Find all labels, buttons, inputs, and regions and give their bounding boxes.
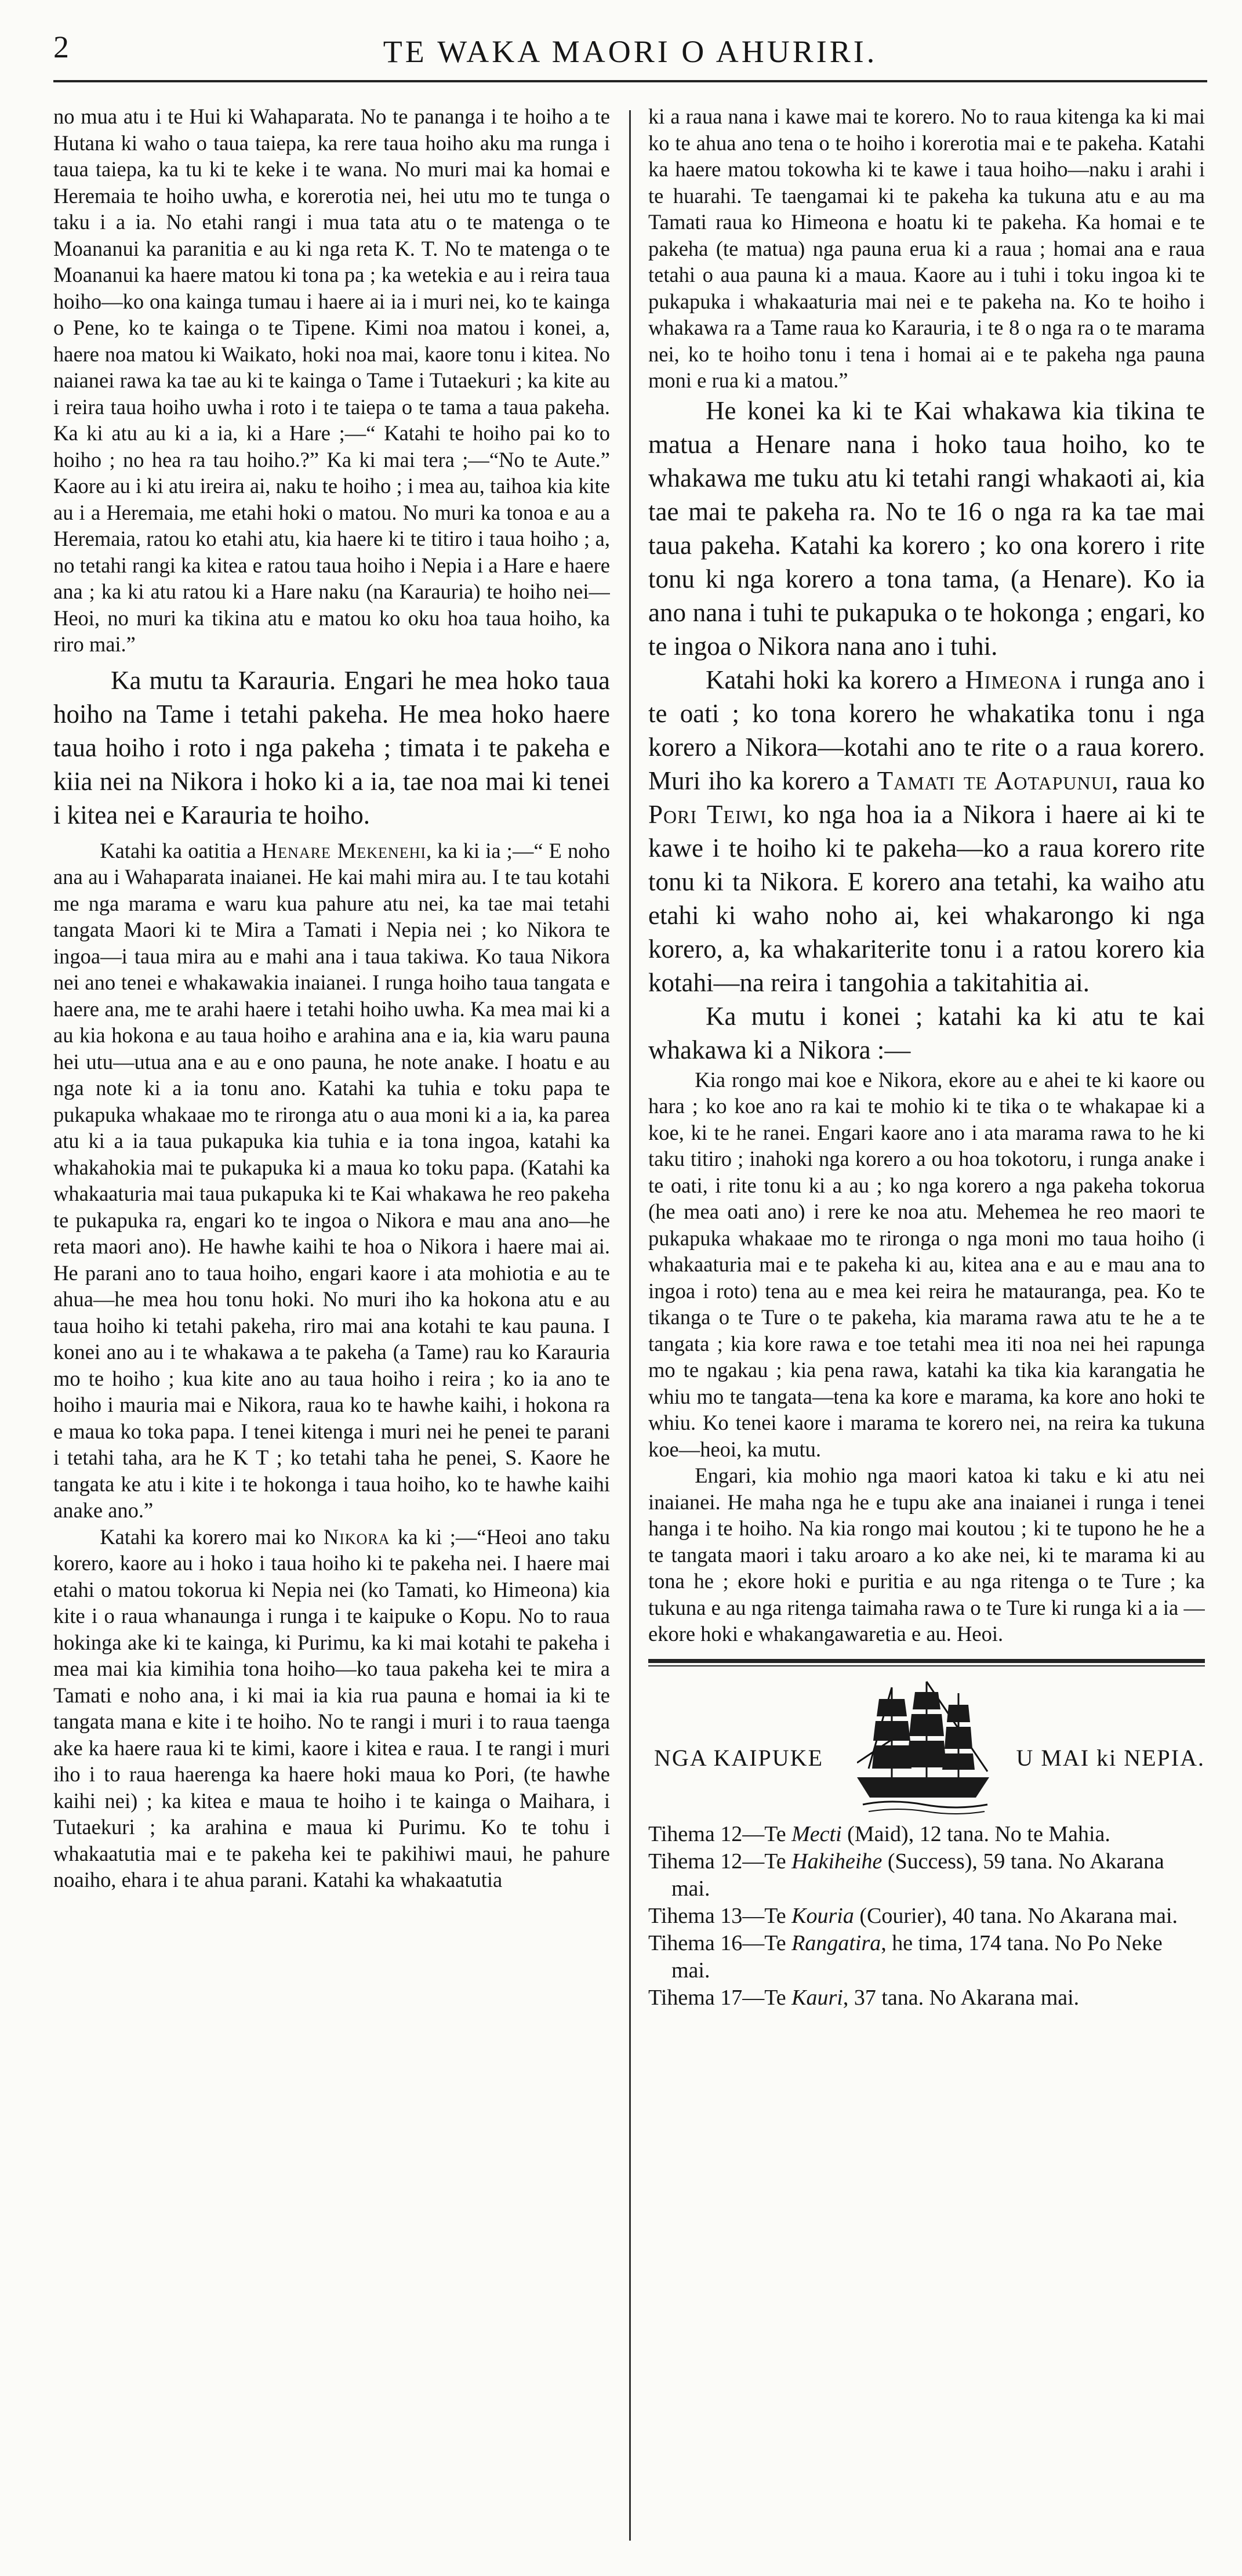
judge-statement: Kia rongo mai koe e Nikora, ekore au e ahei te ki kaore ou hara ; ko koe ano ra kai te mohio ki te tika o te whakapae ki a koe, ki te he ranei. Engari kaore ano i ata marama rawa to he ki taku titiro ; inahoki nga korero a ou hoa tokotoru, i runga anake i te oati, i rite tonu ki a au ; ko nga korero a nga pakeha tokorua (he mea oati ano) i rere ke noa atu. Mehemea he reo maori te pukapuka whakaae mo te rironga o nga moni mo taua hoiho (i whakaaturia mai e te pakeha ki au, kitea ana e au e mau ana to ingoa i roto) tena au e mea kei reira he matauranga, pea. Ko te tikanga o te Ture o te pakeha, kia marama rawa atu te he a te tangata ; kia kore rawa e toe tetahi mea iti noa nei hei rapunga mo te ngakau ; kia pena rawa, katahi ka tika kia karangatia he whiu mo te tangata—tena ka kore e marama, ka kore ano hoki te whiu. Ko tenei kaore i marama te korero nei, na reira ka tukuna koe—heoi, ka mutu. xyxy=(648,1067,1205,1461)
shipping-entry: Tihema 12—Te Hakiheihe (Success), 59 tana. No Akarana mai. xyxy=(648,1849,1164,1901)
shipping-title-right: U MAI ki NEPIA. xyxy=(1016,1744,1205,1771)
judge-warning: Engari, kia mohio nga maori katoa ki taku e ki atu nei inaianei. He maha nga he e tupu ake ana inaianei i runga i tenei hanga i te hoiho. Na kia rongo mai koutou ; ki te tupono he he a te tangata maori i taku aroaro a ko ake nei, ki te marama ki au tona he ; ekore hoki e puritia e au nga ritenga o te Ture ; ka tukuna e au nga ritenga taimaha rawa o te Ture ki runga ki a ia —ekore hoki e whakangawaretia e au. Heoi. xyxy=(648,1463,1205,1646)
ship-name: Kouria xyxy=(791,1903,854,1928)
adjournment-paragraph: He konei ka ki te Kai whakawa kia tikina te matua a Henare nana i hoko taua hoiho, ko te whakawa me tuku atu ki tetahi rangi whakaoti ai, kia tae mai te pakeha ra. No te 16 o nga ra ka tae mai taua pakeha. Katahi ka korero ; ko ona korero i rite tonu ki nga korero a tona tama, (a Henare). Ko ia ano nana i tuhi te pukapuka o te hokonga ; engari, ko te ingoa o Nikora nana ano i tuhi. xyxy=(648,396,1205,661)
page-header xyxy=(53,16,1207,68)
sailing-ship-icon xyxy=(857,1676,990,1815)
nikora-testimony-end: ki a raua nana i kawe mai te korero. No to raua kitenga ka ki mai ko te ahua ano tena o te hoiho i korerotia mai e te pakeha. Katahi ka haere matou tokowha ki te kawe i taua hoiho—naku i arahi i te huarahi. Te taengamai ki te pakeha ka tukuna atu e au ma Tamati raua ko Himeona e hoatu ki te pakeha. Ka homai e te pakeha (te matua) nga pauna erua ki a raua ; homai ana e raua tetahi o aua pauna ki a maua. Kaore au i tuhi i toku ingoa ki te pukapuka i whakaaturia mai nei e te pakeha na. Ko te hoiho i whakawa ra a Tame raua ko Karauria, i te 8 o nga ra o te marama nei, ko te hoiho tonu i tena i homai ai e te pakeha nga pauna moni e rua ki a matou.” xyxy=(648,104,1205,392)
shipping-entry: Tihema 13—Te Kouria (Courier), 40 tana. No Akarana mai. xyxy=(648,1903,1178,1928)
ship-name: Rangatira xyxy=(791,1930,881,1955)
shipping-header xyxy=(648,1676,1205,1821)
ship-name: Kauri xyxy=(791,1985,843,2010)
witnesses-paragraph: Katahi hoki ka korero a Himeona i runga ano i te oati ; ko tona korero he whakatika tonu i nga korero a Nikora—kotahi ano te rite o a raua korero. Muri iho ka korero a Tamati te Aotapunui, raua ko Pori Teiwi, ko nga hoa ia a Nikora i haere ai ki te kawe i te hoiho ki te pakeha—ko a raua korero rite tonu ki ta Nikora. E korero ana tetahi, ka waiho atu etahi ki waho noho ai, kei whakarongo ki nga korero, a, ka whakariterite tonu i a ratou korero kia kotahi—na reira i tangohia a takitahitia ai. xyxy=(648,665,1205,997)
column-divider xyxy=(629,110,631,2541)
witness-name: Pori Teiwi xyxy=(648,799,767,829)
editorial-note: Ka mutu ta Karauria. Engari he mea hoko taua hoiho na Tame i tetahi pakeha. He mea hoko haere taua hoiho i roto i nga pakeha ; timata i te pakeha e kiia nei na Nikora i hoko ki a ia, tae noa mai ki tenei i kitea nei e Karauria te hoiho. xyxy=(53,665,610,829)
page-number: 2 xyxy=(53,30,69,64)
nikora-testimony: Katahi ka korero mai ko Nikora ka ki ;—“Heoi ano taku korero, kaore au i hoko i taua hoiho ki te pakeha nei. I haere mai etahi o matou tokorua ki Nepia nei (ko Tamati, ko Himeona) kia kite i o raua whanaunga i runga i te kaipuke o Kopu. No to raua hokinga ake ki te kainga, ki Purimu, ka ki mai kotahi te pakeha i mea mai kia kimihia tona hoiho—ko taua pakeha kei te mira a Tamati e noho ana, i ki mai ia kia rua pauna e homai ia ki te tangata mana e kite i te hoiho. No te rangi i muri i to raua taenga ake ka haere raua ki te kimi, kaore i kitea e raua. I te rangi i muri iho i to raua haerenga ka haere hoki maua ko Pori, (te hawhe kaihi nei) ; ka kitea e maua te hoiho i te kainga o Maihara, i Tutaekuri ; ka arahina e maua ki Purimu. Ko te tohu i whakaatutia mai e te pakeha kei te pakihiwi maui, he pahure noaiho, ehara i te ahua parani. Katahi ka whakaatutia xyxy=(53,1524,610,1892)
henare-testimony: Katahi ka oatitia a Henare Mekenehi, ka ki ia ;—“ E noho ana au i Wahaparata inaianei. He kai mahi mira au. I te tau kotahi me nga marama e waru kua pahure atu nei, ka tae mai tetahi tangata Maori ki te Mira a Tamati i Nepia nei ; ko Nikora te ingoa—i taua mira au e mahi ana i taua takiwa. Ko taua Nikora nei ano tenei e whakawakia inaianei. I runga hoiho taua tangata e haere ana, me te arahi haere i tetahi hoiho uwha. Ka mea mai ki a au kia hokona e au taua hoiho e arahina ana e ia, kia waru pauna hei utu—utua ana e au e ono pauna, he note anake. I hoatu e au nga note ki a ia tonu ano. Katahi ka tuhia e toku papa te pukapuka whakaae mo te rironga atu o aua moni ki a ia, ka parea atu ki a ia taua pukapuka kia tuhia e ia tona ingoa, katahi ka whakahokia mai te pukapuka ki a maua ko toku papa. (Katahi ka whakaaturia mai taua pukapuka ki te Kai whakawa he reo pakeha te pukapuka ra, engari ko te ingoa o Nikora e mau ana ano—he reta maori ano). He hawhe kaihi te hoa o Nikora i haere mai ai. He parani ano to taua hoiho, engari kaore i ata mohiotia e au te ahua—he mea hou tonu hoki. No muri iho ka hokona atu e au taua hoiho ki tetahi pakeha, riro mai ana kotahi te kau pauna. I konei ano au i te whakawa a te pakeha (a Tame) rau ko Karauria mo te hoiho ; kua kite ano au taua hoiho i reira ; ko ia ano te hoiho i mauria mai e Nikora, raua ko te hawhe kaihi, i hokona ra e maua ko toka papa. I tenei kitenga i muri nei he penei te parani i tetahi taha, ara he K T ; ko tetahi taha he penei, S. Kaore he tangata ke atu i kite i te hokonga i taua hoiho, ko te hawhe kaihi anake ano.” xyxy=(53,838,610,1522)
shipping-entry: Tihema 16—Te Rangatira, he tima, 174 tana. No Po Neke mai. xyxy=(648,1930,1163,1983)
newspaper-title: TE WAKA MAORI O AHURIRI. xyxy=(383,34,878,69)
karauria-testimony-end: no mua atu i te Hui ki Wahaparata. No te pananga i te hoiho a te Hutana ki waho o taua taiepa, ka rere taua hoiho aku ma runga i taua taiepa, ka tu ki te keke i te wana. No muri mai ka homai e Heremaia te hoiho uwha, e korerotia nei, hei utu mo te tunga o taku i a ia. No etahi rangi i mua tata atu o te matenga o te Moananui ka paranitia e au ki nga reta K. T. No te matenga o te Moananui ka haere matou ki tona pa ; ka wetekia e au i reira taua hoiho—ko ona kainga tumau i haere ai ia i muri nei, ko te kainga o Pene, ko te kainga o te Tipene. Kimi noa matou i konei, a, haere noa matou ki Waikato, hoki noa mai, kaore tonu i kitea. No naianei rawa ka tae au ki te kainga o Tame i Tutaekuri ; ka kite au i reira taua hoiho uwha i roto i te taiepa o te tama a taua pakeha. Ka ki atu au ki a ia, ki a Hare ;—“ Katahi te hoiho pai ko to hoiho ; no hea ra tau hoiho.?” Ka ki mai tera ;—“No te Aute.” Kaore au i ki atu ireira ai, naku te hoiho ; i mea au, taihoa kia kite au i a Heremaia, me etahi hoki o matou. No muri ka tonoa e au a Heremaia, ratou ko etahi atu, kia haere ki te titiro i taua hoiho ; a, no tetahi rangi ka kitea e ratou taua hoiho i Nepia i a Hare e haere ana ; ka ki atu ratou ki a Hare naku (na Karauria) te hoiho nei—Heoi, no muri ka tikina atu e matou ko oku hoa taua hoiho, ka riro mai.” xyxy=(53,104,610,656)
left-column xyxy=(53,103,610,2557)
shipping-list xyxy=(648,1821,1205,2012)
witness-name: Tamati te Aotapunui xyxy=(877,766,1112,795)
judge-intro: Ka mutu i konei ; katahi ka ki atu te kai whakawa ki a Nikora :— xyxy=(648,1001,1205,1064)
shipping-entry: Tihema 12—Te Mecti (Maid), 12 tana. No te Mahia. xyxy=(648,1821,1110,1846)
right-column xyxy=(648,103,1205,2557)
ship-name: Mecti xyxy=(791,1821,842,1846)
shipping-entry: Tihema 17—Te Kauri, 37 tana. No Akarana mai. xyxy=(648,1985,1080,2010)
defendant-name: Nikora xyxy=(323,1524,390,1549)
shipping-title-left: NGA KAIPUKE xyxy=(654,1744,823,1771)
ship-name: Hakiheihe xyxy=(791,1849,883,1874)
witness-name: Henare Mekenehi xyxy=(262,838,427,863)
header-rule xyxy=(53,80,1207,82)
witness-name: Himeona xyxy=(965,665,1062,694)
section-double-rule xyxy=(648,1659,1205,1666)
